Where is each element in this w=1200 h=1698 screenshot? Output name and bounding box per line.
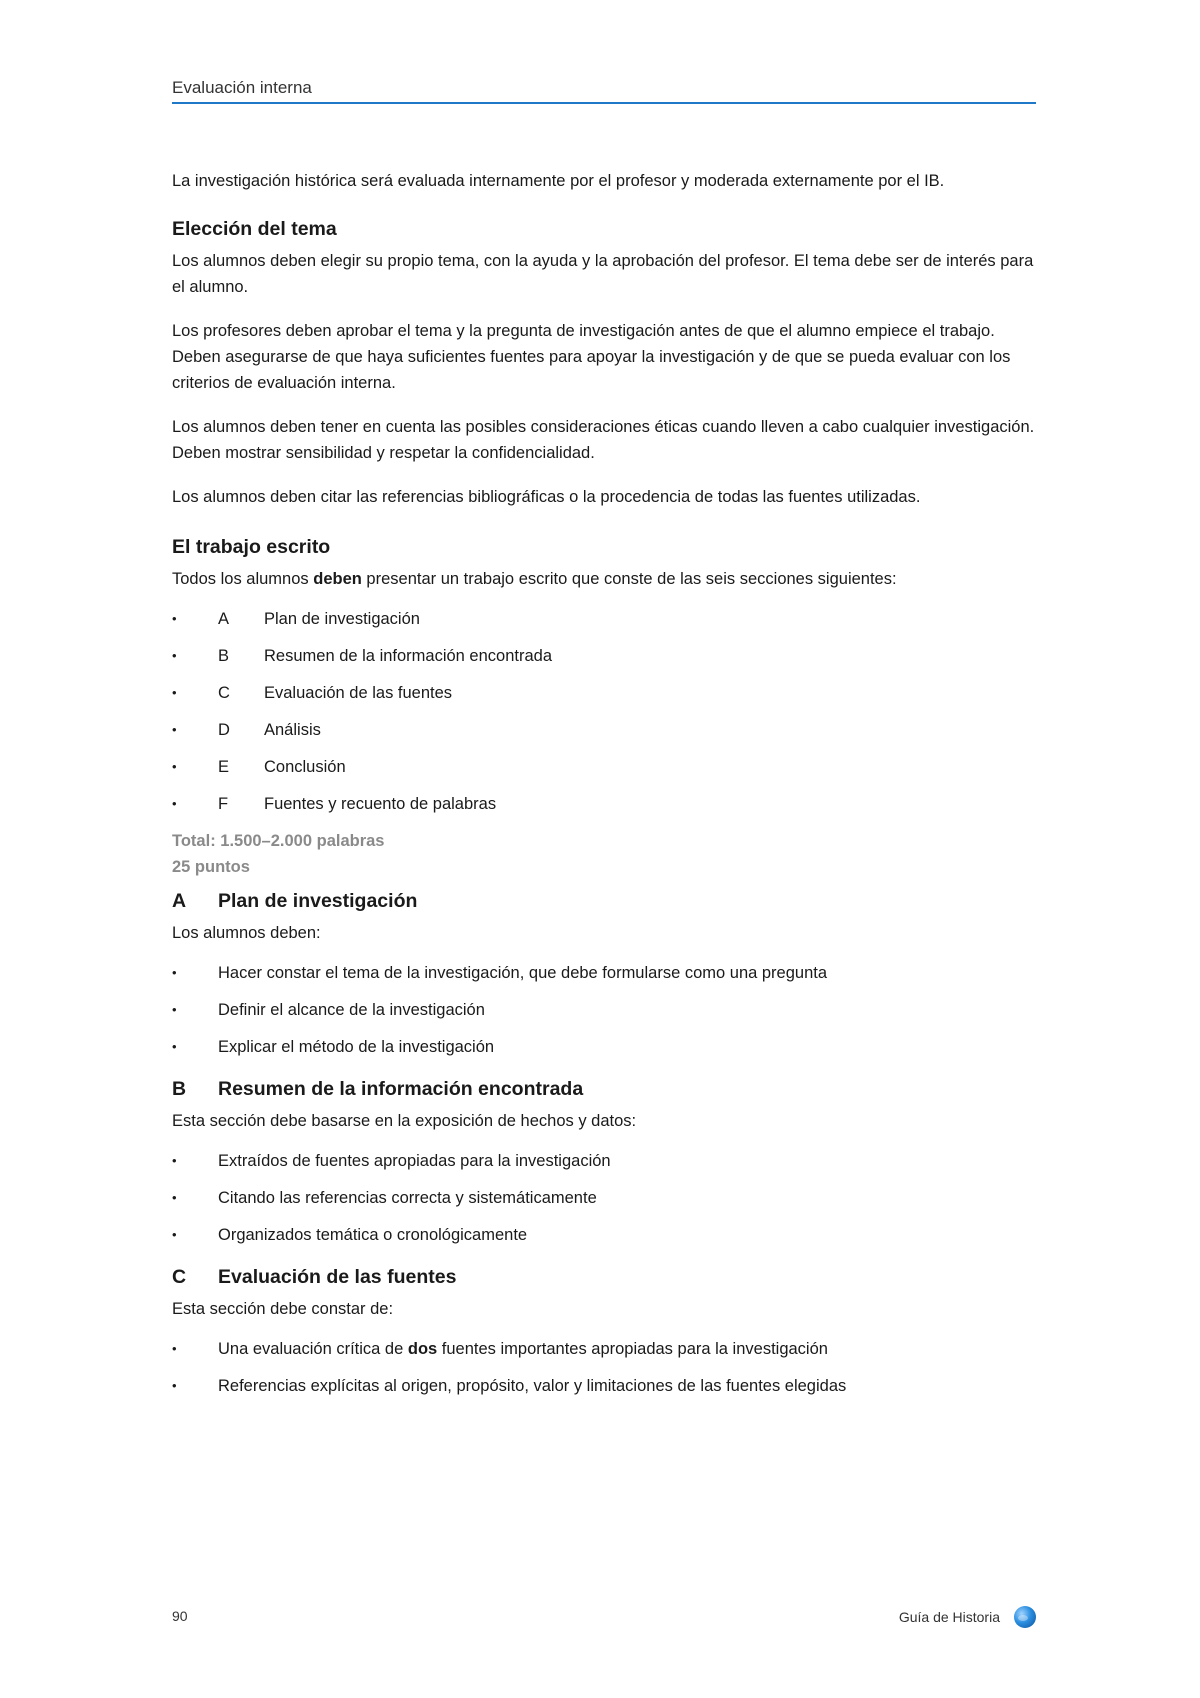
eleccion-paragraph-1: Los alumnos deben elegir su propio tema, con la ayuda y la aprobación del profesor. El tema debe ser de interés para el alumno.	[172, 252, 1034, 296]
list-item: • E Conclusión	[172, 754, 1036, 780]
trabajo-intro: Todos los alumnos deben presentar un trabajo escrito que conste de las seis secciones siguientes:	[172, 570, 897, 588]
footer-guide	[899, 1606, 1036, 1628]
total-points: 25 puntos	[172, 858, 250, 876]
list-item: • Definir el alcance de la investigación	[172, 997, 1036, 1023]
sections-list	[172, 606, 1036, 817]
section-c-intro: Esta sección debe constar de:	[172, 1300, 394, 1318]
guide-title: Guía de Historia	[898, 1609, 1000, 1625]
list-item: • Citando las referencias correcta y sistemáticamente	[172, 1185, 1036, 1211]
list-item: • A Plan de investigación	[172, 606, 1036, 632]
running-header: Evaluación interna	[172, 78, 312, 97]
page-content	[172, 168, 1036, 1410]
list-item: • C Evaluación de las fuentes	[172, 680, 1036, 706]
header-rule	[172, 102, 1036, 104]
eleccion-paragraph-2: Los profesores deben aprobar el tema y la pregunta de investigación antes de que el alumno empiece el trabajo. Deben asegurarse de que haya suficientes fuentes para apoyar la investigación y de que se pueda evaluar con los criterios de evaluación interna.	[172, 322, 1011, 392]
heading-section-a: A Plan de investigación	[172, 890, 418, 912]
heading-section-c: C Evaluación de las fuentes	[172, 1266, 457, 1288]
heading-trabajo: El trabajo escrito	[172, 536, 331, 558]
list-item: • Explicar el método de la investigación	[172, 1034, 1036, 1060]
list-item: • Organizados temática o cronológicamente	[172, 1222, 1036, 1248]
section-b-intro: Esta sección debe basarse en la exposición de hechos y datos:	[172, 1112, 637, 1130]
list-item: • Una evaluación crítica de dos fuentes importantes apropiadas para la investigación	[172, 1336, 1036, 1362]
total-block	[172, 828, 1036, 880]
eleccion-paragraph-4: Los alumnos deben citar las referencias bibliográficas o la procedencia de todas las fuentes utilizadas.	[172, 488, 921, 506]
intro-paragraph: La investigación histórica será evaluada internamente por el profesor y moderada externamente por el IB.	[172, 172, 945, 190]
heading-section-b: B Resumen de la información encontrada	[172, 1078, 584, 1100]
list-item: • Extraídos de fuentes apropiadas para la investigación	[172, 1148, 1036, 1174]
list-item: • B Resumen de la información encontrada	[172, 643, 1036, 669]
list-item: • Referencias explícitas al origen, propósito, valor y limitaciones de las fuentes elegidas	[172, 1373, 1036, 1399]
list-item: • Hacer constar el tema de la investigación, que debe formularse como una pregunta	[172, 960, 1036, 986]
list-item: • D Análisis	[172, 717, 1036, 743]
page-number: 90	[172, 1608, 188, 1624]
total-words: Total: 1.500–2.000 palabras	[172, 832, 385, 850]
globe-icon	[1014, 1606, 1036, 1628]
heading-eleccion: Elección del tema	[172, 218, 337, 240]
section-c-list	[172, 1336, 1036, 1399]
section-a-intro: Los alumnos deben:	[172, 924, 321, 942]
section-b-list	[172, 1148, 1036, 1248]
section-a-list	[172, 960, 1036, 1060]
list-item: • F Fuentes y recuento de palabras	[172, 791, 1036, 817]
eleccion-paragraph-3: Los alumnos deben tener en cuenta las posibles consideraciones éticas cuando lleven a cabo cualquier investigación. Deben mostrar sensibilidad y respetar la confidencialidad.	[172, 418, 1035, 462]
